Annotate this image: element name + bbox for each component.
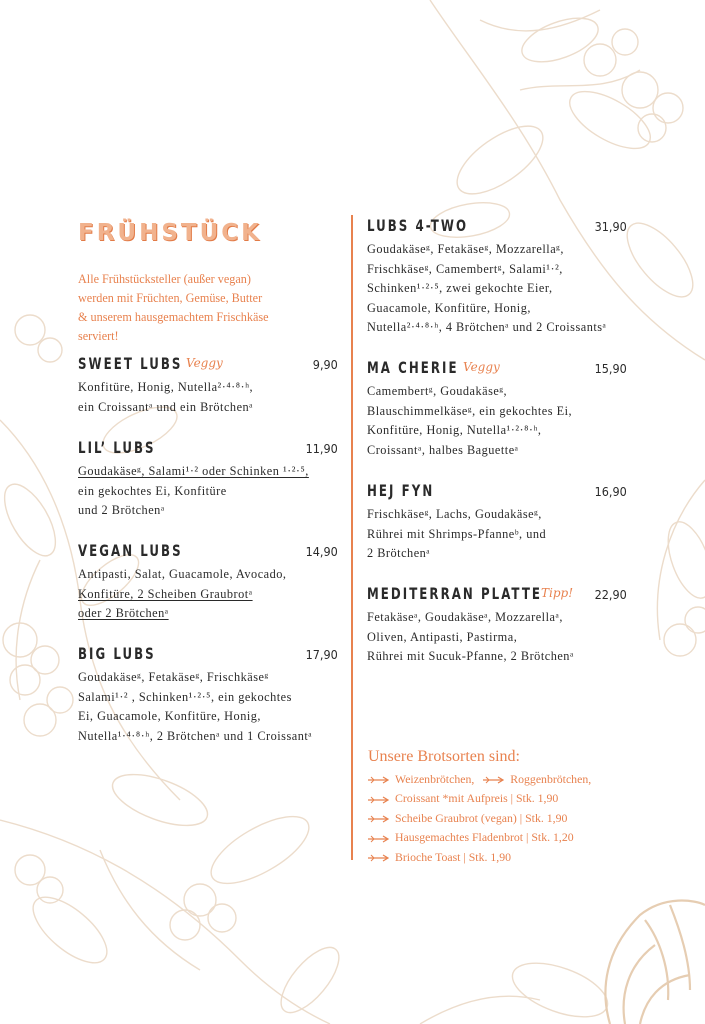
- arrow-icon: [368, 796, 390, 804]
- arrow-icon: [483, 776, 505, 784]
- item-description: Salami¹·² , Schinken¹·²·⁵, ein gekochtes: [78, 689, 292, 704]
- item-price: 17,90: [305, 647, 338, 662]
- menu-item-hej-fyn: [367, 481, 627, 564]
- item-description: Nutella¹·⁴·⁸·ʰ, 2 Brötchenᵃ und 1 Croissantᵃ: [78, 728, 313, 743]
- item-price: 11,90: [305, 441, 338, 456]
- bread-label: Hausgemachtes Fladenbrot | Stk. 1,20: [395, 830, 574, 845]
- item-name: HEJ FYN: [367, 481, 435, 500]
- item-name: LIL’ LUBS: [78, 438, 156, 457]
- item-description: ein gekochtes Ei, Konfitüre: [78, 483, 227, 498]
- item-name: MA CHERIE: [367, 358, 459, 377]
- item-description: Fetakäseᵃ, Goudakäseᵃ, Mozzarellaᵃ,: [367, 610, 563, 624]
- intro-line: Alle Frühstücksteller (außer vegan): [78, 272, 251, 286]
- item-price: 14,90: [305, 544, 338, 559]
- item-description: Nutella²·⁴·⁸·ʰ, 4 Brötchenᵃ und 2 Croissantsᵃ: [367, 320, 607, 334]
- column-divider: [351, 215, 353, 860]
- item-price: 16,90: [594, 484, 627, 499]
- intro-text: [78, 270, 338, 346]
- arrow-icon: [368, 815, 390, 823]
- bread-row: [368, 789, 591, 808]
- menu-item-lil-lubs: [78, 438, 338, 521]
- item-name: BIG LUBS: [78, 644, 156, 663]
- page-title: FRÜHSTÜCK: [78, 220, 262, 246]
- bread-types: [368, 748, 591, 867]
- bread-row: [368, 828, 591, 847]
- item-description: ein Croissantᵃ und ein Brötchenᵃ: [78, 399, 254, 414]
- menu-item-sweet-lubs: [78, 354, 338, 417]
- bread-row: [368, 770, 591, 789]
- item-description: Rührei mit Sucuk-Pfanne, 2 Brötchenᵃ: [367, 649, 574, 663]
- item-description: Goudakäseᵍ, Salami¹·² oder Schinken ¹·²·⁵,: [78, 464, 309, 478]
- intro-line: & unserem hausgemachtem Frischkäse: [78, 310, 269, 324]
- item-price: 9,90: [312, 357, 338, 372]
- bread-row: [368, 848, 591, 867]
- bread-label: Scheibe Graubrot (vegan) | Stk. 1,90: [395, 810, 568, 825]
- item-name: VEGAN LUBS: [78, 541, 183, 560]
- menu-item-vegan-lubs: [78, 541, 338, 624]
- bread-types-title: Unsere Brotsorten sind:: [368, 748, 520, 765]
- item-description: Schinken¹·²·⁵, zwei gekochte Eier,: [367, 281, 553, 295]
- bread-label: Weizenbrötchen,: [395, 772, 475, 786]
- item-description: Konfitüre, Honig, Nutella²·⁴·⁸·ʰ,: [78, 380, 254, 394]
- veggy-tag: Veggy: [463, 360, 500, 374]
- item-price: 22,90: [594, 587, 627, 602]
- arrow-icon: [368, 835, 390, 843]
- veggy-tag: Veggy: [186, 356, 223, 370]
- item-description: 2 Brötchenᵃ: [367, 546, 431, 560]
- item-description: Camembertᵍ, Goudakäseᵍ,: [367, 384, 508, 398]
- item-description: Antipasti, Salat, Guacamole, Avocado,: [78, 567, 287, 581]
- item-description: Ei, Guacamole, Konfitüre, Honig,: [78, 709, 261, 723]
- intro-line: werden mit Früchten, Gemüse, Butter: [78, 291, 263, 305]
- arrow-icon: [368, 854, 390, 862]
- bread-row: [368, 809, 591, 828]
- bread-label: Brioche Toast | Stk. 1,90: [395, 849, 512, 864]
- item-description: Guacamole, Konfitüre, Honig,: [367, 300, 531, 315]
- item-description: Goudakäseᵍ, Fetakäseᵍ, Frischkäseᵍ: [78, 670, 269, 684]
- item-description: Goudakäseᵍ, Fetakäseᵍ, Mozzarellaᵍ,: [367, 242, 564, 256]
- item-description: Frischkäseᵍ, Camembertᵍ, Salami¹·²,: [367, 261, 563, 276]
- item-description: Oliven, Antipasti, Pastirma,: [367, 629, 518, 644]
- bread-label: Croissant *mit Aufpreis | Stk. 1,90: [395, 791, 559, 806]
- tipp-tag: Tipp!: [541, 586, 574, 600]
- menu-item-big-lubs: [78, 644, 338, 746]
- item-description: Croissantᵃ, halbes Baguetteᵃ: [367, 442, 519, 457]
- item-description: Konfitüre, Honig, Nutella¹·²·⁸·ʰ,: [367, 423, 542, 437]
- item-description: oder 2 Brötchenᵃ: [78, 606, 169, 620]
- item-name: SWEET LUBS: [78, 354, 183, 373]
- menu-item-ma-cherie: [367, 358, 627, 460]
- item-name: LUBS 4-TWO: [367, 216, 469, 235]
- item-name: MEDITERRAN PLATTE: [367, 584, 543, 603]
- arrow-icon: [368, 776, 390, 784]
- croissant-illustration: [605, 901, 705, 1024]
- menu-item-mediterran-platte: [367, 584, 627, 667]
- intro-line: serviert!: [78, 329, 119, 343]
- item-price: 31,90: [594, 219, 627, 234]
- item-description: Blauschimmelkäseᵍ, ein gekochtes Ei,: [367, 403, 573, 418]
- item-description: und 2 Brötchenᵃ: [78, 503, 165, 517]
- bread-label: Roggenbrötchen,: [510, 772, 592, 786]
- item-description: Rührei mit Shrimps-Pfanneᵇ, und: [367, 526, 547, 541]
- item-description: Konfitüre, 2 Scheiben Graubrotᵃ: [78, 586, 253, 601]
- item-description: Frischkäseᵍ, Lachs, Goudakäseᵍ,: [367, 507, 542, 521]
- item-price: 15,90: [594, 361, 627, 376]
- menu-item-lubs-4-two: [367, 216, 627, 338]
